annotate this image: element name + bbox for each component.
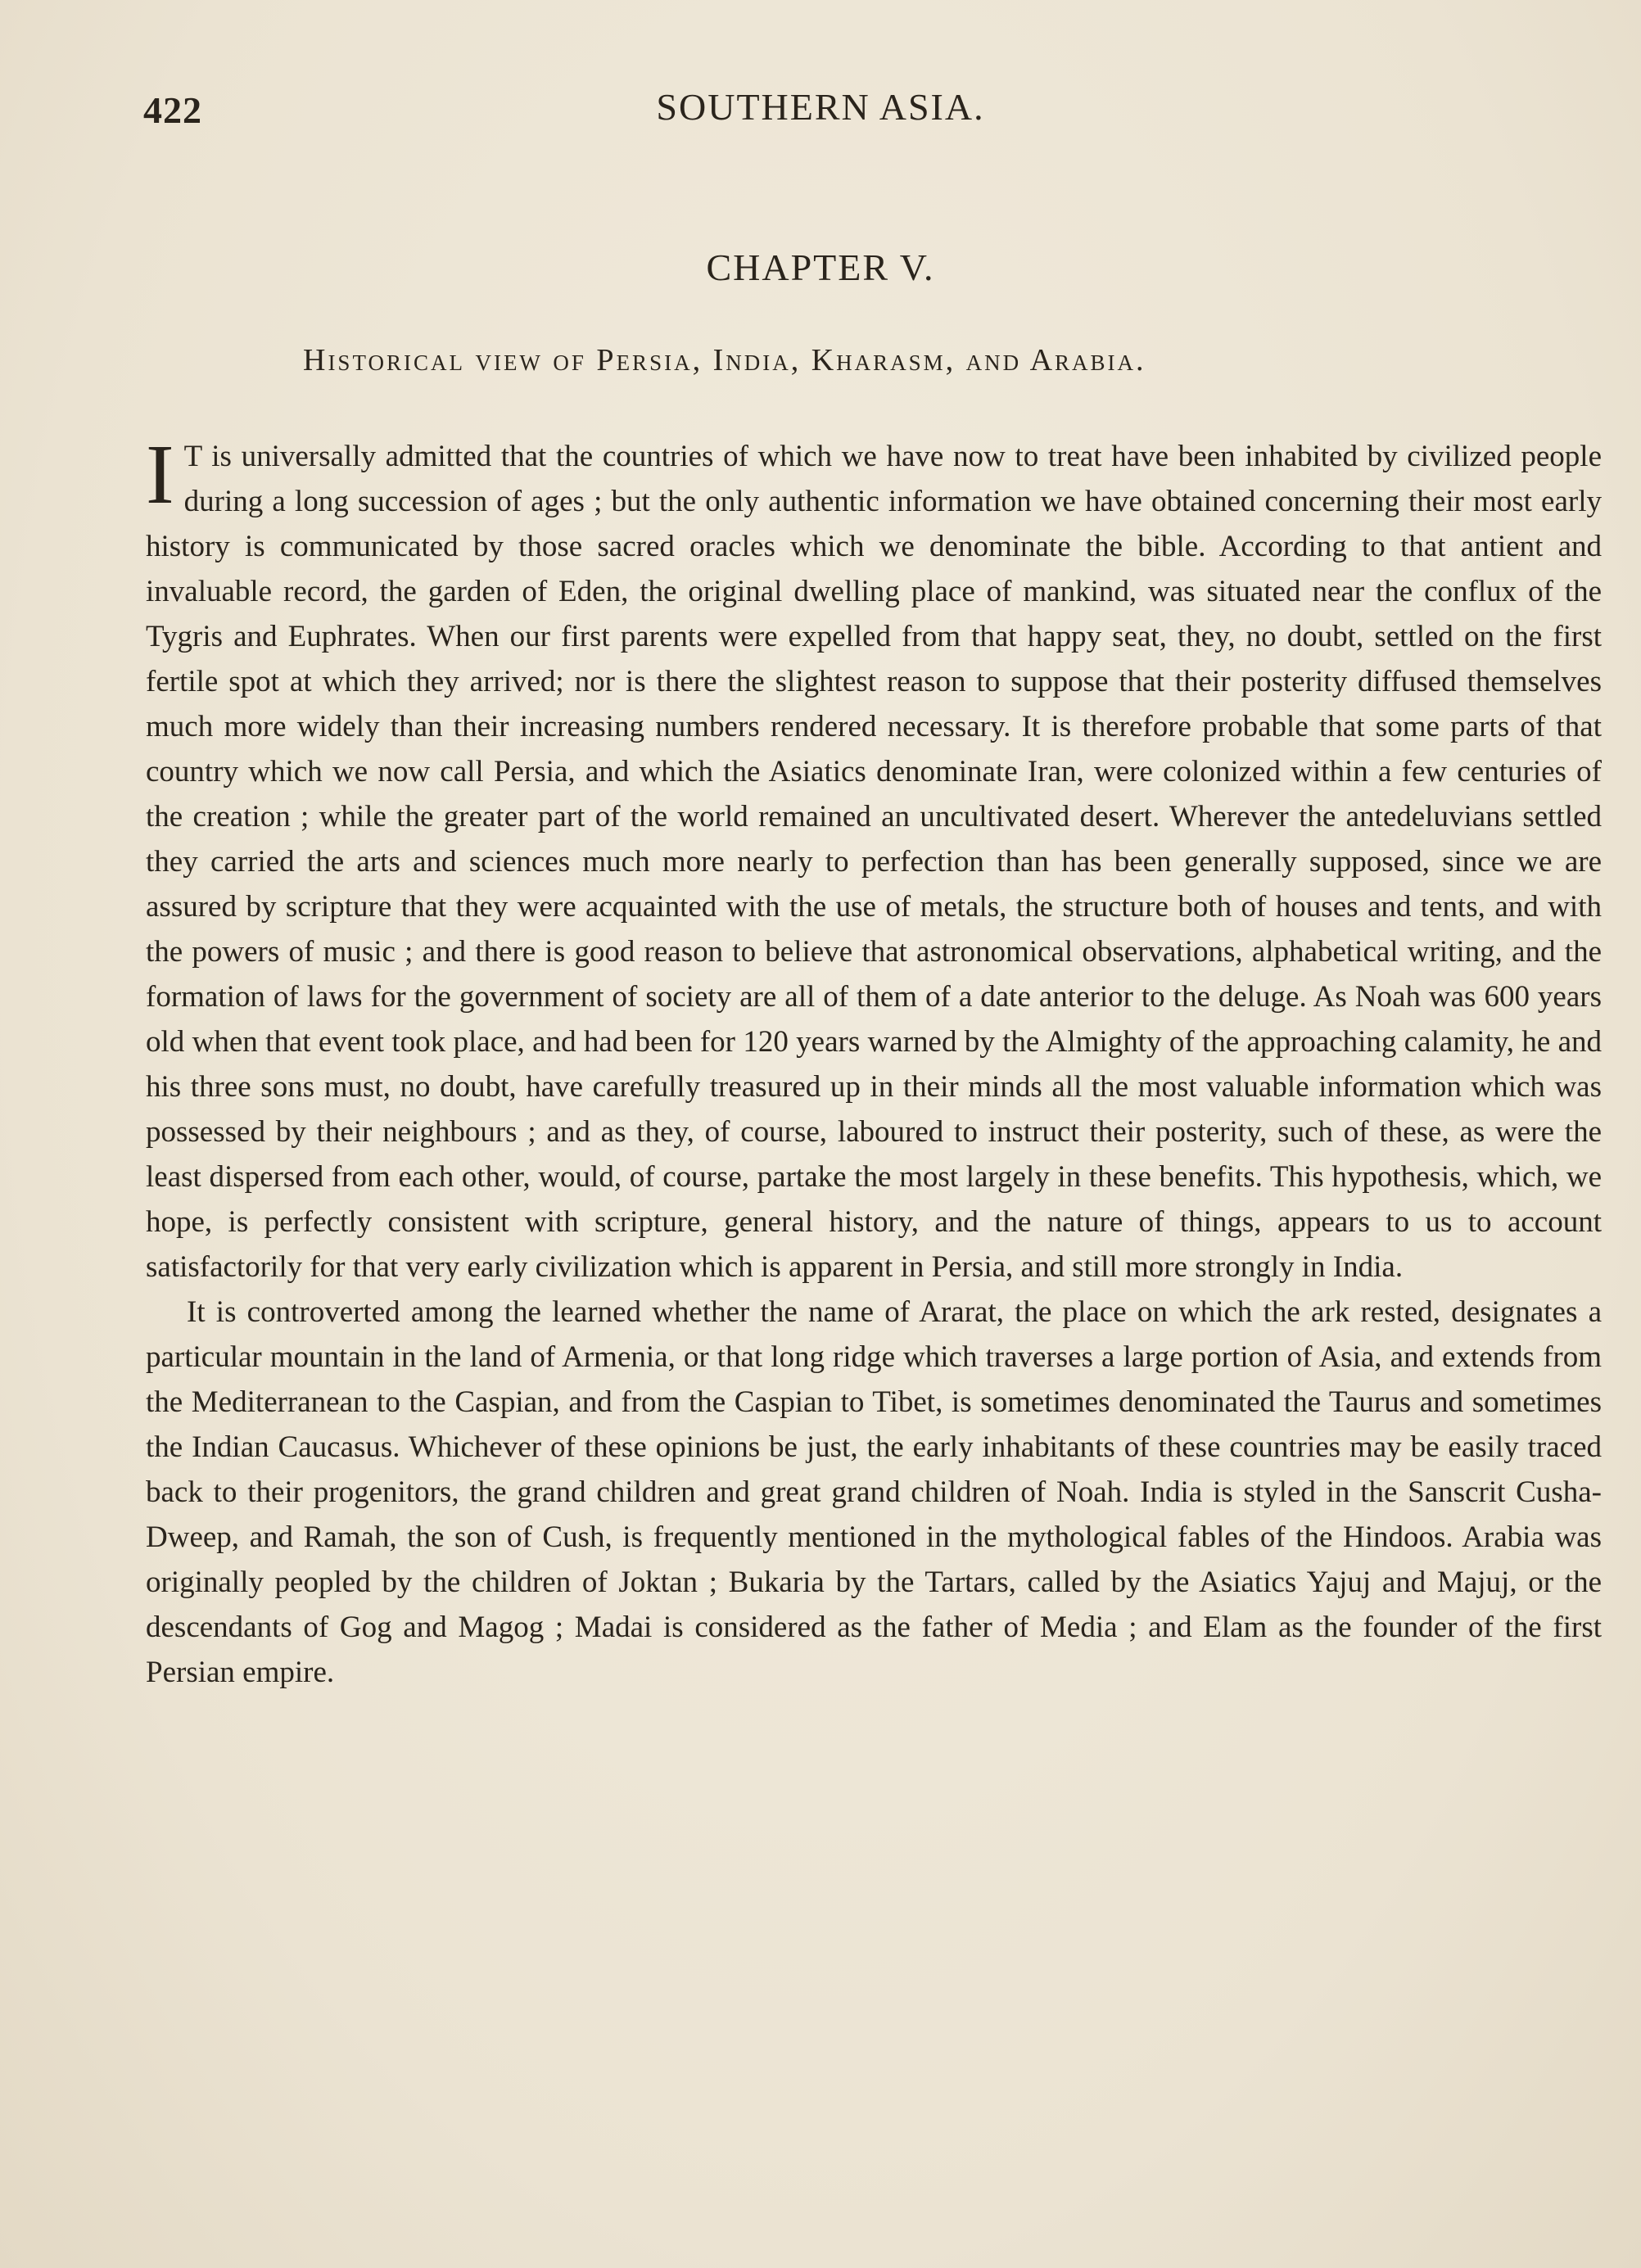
running-title: SOUTHERN ASIA. <box>656 86 985 128</box>
page-number: 422 <box>143 89 202 131</box>
paragraph-2: It is controverted among the learned whether the name of Ararat, the place on which the ark rested, designates a particular mountain in the land of Armenia, or that long ridge which traverses a large portion of Asia, and extends from the Mediterranean to the Caspian, and from the Caspian to Tibet, is sometimes denominated the Taurus and sometimes the Indian Caucasus. Whichever of these opinions be just, the early inhabitants of these countries may be easily traced back to their progenitors, the grand children and great grand children of Noah. India is styled in the Sanscrit Cusha-Dweep, and Ramah, the son of Cush, is frequently mentioned in the mythological fables of the Hindoos. Arabia was originally peopled by the children of Joktan ; Bukaria by the Tartars, called by the Asiatics Yajuj and Majuj, or the descendants of Gog and Magog ; Madai is considered as the father of Media ; and Elam as the founder of the first Persian empire. <box>146 1295 1602 1689</box>
running-head <box>0 80 1641 138</box>
chapter-subtitle: Historical view of Persia, India, Kharasm, and Arabia. <box>303 343 1146 377</box>
drop-cap: I <box>146 427 174 522</box>
chapter-title: CHAPTER V. <box>706 246 935 288</box>
paragraph-1 <box>146 427 1602 1290</box>
body-text <box>146 427 1602 1695</box>
paragraph-1-text: T is universally admitted that the countries of which we have now to treat have been inhabited by civilized people during a long succession of ages ; but the only authentic information we have obtained concerning their most early history is communicated by those sacred oracles which we denominate the bible. According to that antient and invaluable record, the garden of Eden, the original dwelling place of mankind, was situated near the conflux of the Tygris and Euphrates. When our first parents were expelled from that happy seat, they, no doubt, settled on the first fertile spot at which they arrived; nor is there the slightest reason to suppose that their posterity diffused themselves much more widely than their increasing numbers rendered necessary. It is therefore probable that some parts of that country which we now call Persia, and which the Asiatics denominate Iran, were colonized within a few centuries of the creation ; while the greater part of the world remained an uncultivated desert. Wherever the antedeluvians settled they carried the arts and sciences much more nearly to perfection than has been generally supposed, since we are assured by scripture that they were acquainted with the use of metals, the structure both of houses and tents, and with the powers of music ; and there is good reason to believe that astronomical observations, alphabetical writing, and the formation of laws for the government of society are all of them of a date anterior to the deluge. As Noah was 600 years old when that event took place, and had been for 120 years warned by the Almighty of the approaching calamity, he and his three sons must, no doubt, have carefully treasured up in their minds all the most valuable information which was possessed by their neighbours ; and as they, of course, laboured to instruct their posterity, such of these, as were the least dispersed from each other, would, of course, partake the most largely in these benefits. This hypothesis, which, we hope, is perfectly consistent with scripture, general history, and the nature of things, appears to us to account satisfactorily for that very early civilization which is apparent in Persia, and still more strongly in India. <box>146 440 1602 1284</box>
